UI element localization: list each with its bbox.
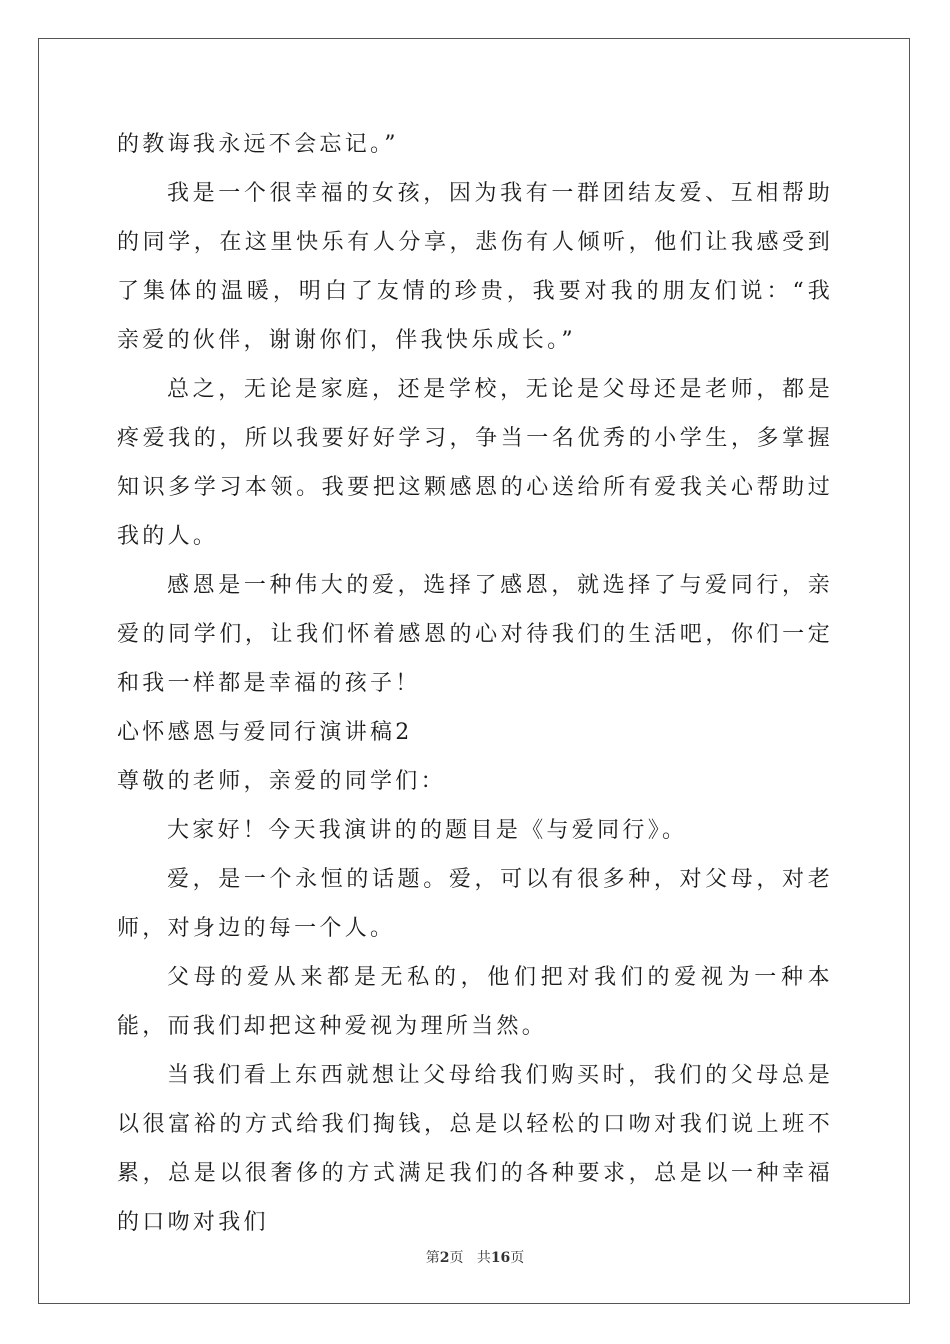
document-body [117,120,833,1247]
paragraph: 的教诲我永远不会忘记。” [117,132,399,157]
total-pages: 16 [490,1250,511,1266]
page-suffix: 页 [449,1250,464,1266]
paragraph: 感恩是一种伟大的爱，选择了感恩，就选择了与爱同行，亲爱的同学们，让我们怀着感恩的心对待我们的生活吧，你们一定和我一样都是幸福的孩子！ [117,573,833,696]
page-label [426,1250,464,1266]
total-prefix: 共 [476,1250,491,1266]
paragraph: 大家好！今天我演讲的的题目是《与爱同行》。 [167,818,688,843]
paragraph: 父母的爱从来都是无私的，他们把对我们的爱视为一种本能，而我们却把这种爱视为理所当然。 [117,965,833,1039]
section-heading: 心怀感恩与爱同行演讲稿2 [117,720,413,745]
paragraph: 总之，无论是家庭，还是学校，无论是父母还是老师，都是疼爱我的，所以我要好好学习，争当一名优秀的小学生，多掌握知识多学习本领。我要把这颗感恩的心送给所有爱我关心帮助过我的人。 [117,377,833,549]
paragraph: 当我们看上东西就想让父母给我们购买时，我们的父母总是以很富裕的方式给我们掏钱，总是以轻松的口吻对我们说上班不累，总是以很奢侈的方式满足我们的各种要求，总是以一种幸福的口吻对我们 [117,1063,833,1235]
paragraph: 爱，是一个永恒的话题。爱，可以有很多种，对父母，对老师，对身边的每一个人。 [117,867,833,941]
page-footer [0,1247,950,1267]
paragraph: 我是一个很幸福的女孩，因为我有一群团结友爱、互相帮助的同学，在这里快乐有人分享，悲伤有人倾听，他们让我感受到了集体的温暖，明白了友情的珍贵，我要对我的朋友们说：“我亲爱的伙伴，谢谢你们，伴我快乐成长。” [117,181,833,353]
salutation: 尊敬的老师，亲爱的同学们： [117,769,446,794]
total-suffix: 页 [510,1250,525,1266]
total-label [477,1250,524,1266]
page-number: 2 [439,1250,450,1266]
page-prefix: 第 [425,1250,440,1266]
